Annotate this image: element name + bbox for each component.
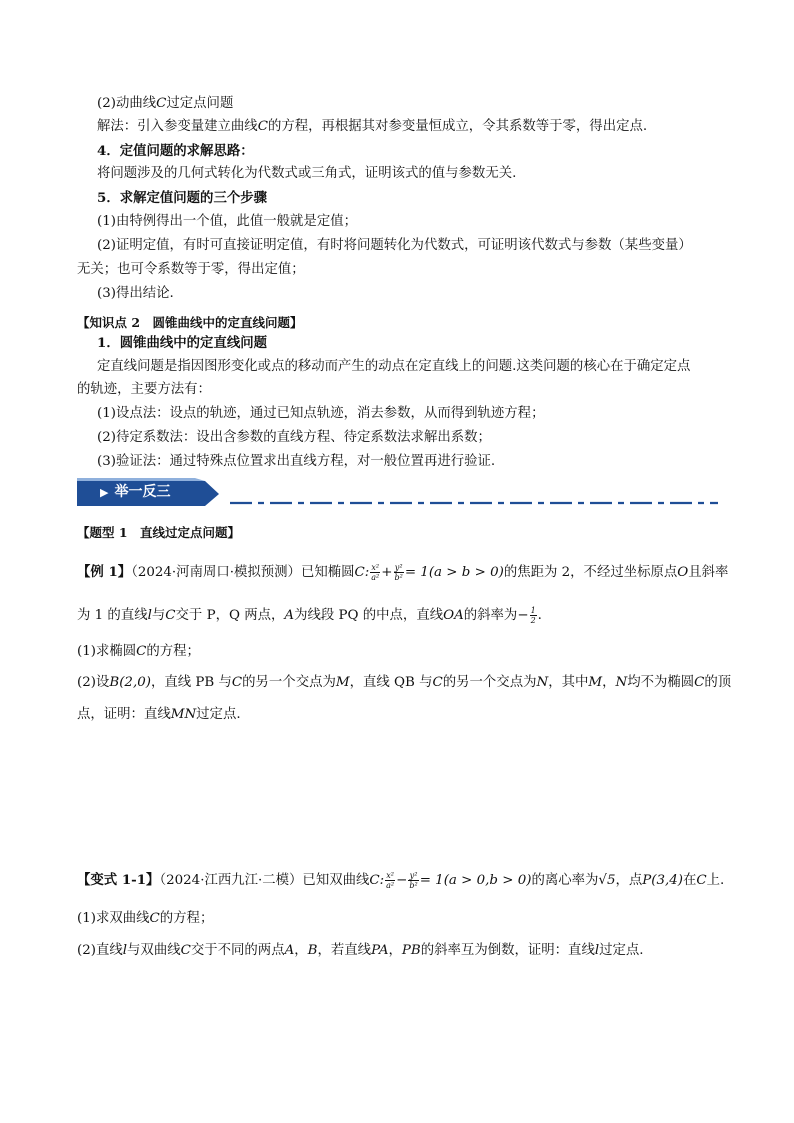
math: OA	[443, 608, 464, 623]
math: C	[180, 943, 191, 958]
math: M	[335, 675, 350, 690]
knowledge-point-2-tag: 【知识点 2 圆锥曲线中的定直线问题】	[77, 315, 303, 330]
dash-dot-divider	[230, 500, 718, 506]
text: 的斜率互为倒数，证明：直线	[420, 943, 595, 958]
num: y²	[394, 563, 403, 572]
fraction-y	[394, 563, 404, 582]
op: −	[396, 873, 408, 888]
item-moving-curve	[97, 94, 717, 114]
num: x²	[386, 871, 394, 880]
math: M	[588, 675, 603, 690]
text: ，	[602, 675, 616, 690]
math: B(2,0)	[109, 675, 151, 690]
step-3: (3)得出结论.	[97, 286, 174, 301]
math: l	[594, 943, 600, 958]
step-1: (1)由特例得出一个值，此值一般就是定值；	[97, 214, 357, 229]
num: 1	[530, 606, 536, 615]
math-sqrt: √5	[598, 873, 616, 888]
text: .	[537, 608, 542, 623]
method-3: (3)验证法：通过特殊点位置求出直线方程，对一般位置再进行验证.	[97, 454, 496, 469]
math: C	[165, 608, 176, 623]
den: b²	[394, 573, 403, 582]
text: 与双曲线	[127, 943, 181, 958]
text: (2)动曲线	[97, 96, 157, 111]
fraction-x	[385, 871, 395, 890]
text: (1)求椭圆	[77, 644, 137, 659]
text: 的方程，再根据其对参变量恒成立，令其系数等于零，得出定点.	[267, 119, 648, 134]
text: 交于 P，Q 两点，	[175, 608, 285, 623]
question-type-1-tag: 【题型 1 直线过定点问题】	[77, 525, 241, 540]
text: 过定点.	[196, 707, 241, 722]
text: 的方程；	[146, 644, 200, 659]
math: C:	[354, 565, 370, 580]
den: a²	[371, 573, 380, 582]
kp2-paragraph: 定直线问题是指因图形变化或点的移动而产生的动点在定直线上的问题.这类问题的核心在于确定定点	[97, 359, 691, 374]
text: ，	[294, 943, 308, 958]
text: 为线段 PQ 的中点，直线	[294, 608, 444, 623]
text: 在	[683, 873, 697, 888]
math: PA	[371, 943, 389, 958]
math: C	[694, 675, 705, 690]
heading-4: 4．定值问题的求解思路：	[97, 143, 254, 159]
text: 与	[151, 608, 166, 623]
text: 的斜率为−	[463, 608, 529, 623]
math: O	[677, 565, 689, 580]
text: 的离心率为	[531, 873, 599, 888]
math: C	[149, 911, 160, 926]
example-1-q1	[77, 642, 717, 662]
fraction-x	[370, 563, 380, 582]
variant-1-1-q1	[77, 909, 717, 929]
text: 的另一个交点为	[242, 675, 336, 690]
text: ，直线 PB 与	[150, 675, 232, 690]
example-label: 【例 1】	[77, 564, 132, 580]
text: ，点	[615, 873, 643, 888]
op: +	[381, 565, 393, 580]
math-c: C	[257, 119, 268, 134]
step-2: (2)证明定值，有时可直接证明定值，有时将问题转化为代数式，可证明该代数式与参数（某些变量）	[97, 238, 692, 253]
num: y²	[409, 871, 418, 880]
fraction-y	[408, 871, 418, 890]
text: (2)直线	[77, 943, 123, 958]
math: PB	[401, 943, 421, 958]
math: C	[231, 675, 243, 690]
kp2-paragraph-cont: 的轨迹，主要方法有：	[77, 382, 211, 397]
text: (1)求双曲线	[77, 911, 150, 926]
text: ，若直线	[317, 943, 372, 958]
text: 过定点问题	[166, 96, 234, 111]
math: P(3,4)	[642, 873, 684, 888]
math: A	[284, 943, 295, 958]
math-c: C	[156, 96, 167, 111]
paragraph-4: 将问题涉及的几何式转化为代数式或三角式，证明该式的值与参数无关.	[97, 166, 517, 181]
play-icon: ▶	[100, 486, 109, 499]
text: 均不为椭圆	[627, 675, 695, 690]
variant-1-1-line-1	[77, 870, 725, 891]
text: 交于不同的两点	[190, 943, 285, 958]
math: A	[284, 608, 295, 623]
num: x²	[371, 563, 380, 572]
example-1-line-2	[77, 606, 717, 626]
math: N	[615, 675, 628, 690]
method-2: (2)待定系数法：设出含参数的直线方程、待定系数法求解出系数；	[97, 430, 491, 445]
math: = 1(a > b > 0)	[404, 565, 504, 580]
method-1: (1)设点法：设点的轨迹，通过已知点轨迹，消去参数，从而得到轨迹方程；	[97, 406, 545, 421]
step-2-cont: 无关；也可令系数等于零，得出定值；	[77, 262, 305, 277]
text: （2024·江西九江·二模）已知双曲线	[159, 873, 370, 888]
math: C:	[369, 873, 385, 888]
example-1-q2-cont	[77, 705, 717, 725]
text: 过定点.	[599, 943, 644, 958]
text: （2024·河南周口·模拟预测）已知椭圆	[131, 565, 355, 580]
variant-label: 【变式 1-1】	[77, 872, 160, 888]
math: l	[122, 943, 128, 958]
solution-method	[97, 117, 717, 137]
text: 上.	[706, 873, 725, 888]
text: 的焦距为 2，不经过坐标原点	[503, 565, 678, 580]
text: 的另一个交点为	[442, 675, 537, 690]
text: ，	[388, 943, 402, 958]
math: C	[432, 675, 443, 690]
text: (2)设	[77, 675, 110, 690]
text: 点，证明：直线	[77, 707, 171, 722]
math: B	[307, 943, 318, 958]
math: C	[136, 644, 147, 659]
math: l	[147, 608, 152, 623]
text: 的方程；	[159, 911, 214, 926]
example-1-q2	[77, 673, 732, 693]
den: a²	[386, 881, 395, 890]
heading-5: 5．求解定值问题的三个步骤	[97, 190, 268, 206]
text: 且斜率	[688, 565, 729, 580]
math: C	[696, 873, 707, 888]
text: 的顶	[704, 675, 732, 690]
variant-1-1-q2	[77, 941, 717, 961]
text: 解法：引入参变量建立曲线	[97, 119, 258, 134]
banner-title: 举一反三	[114, 484, 171, 500]
fraction-half	[530, 606, 537, 625]
math: MN	[170, 707, 197, 722]
math: N	[536, 675, 549, 690]
banner-label	[100, 481, 170, 504]
den: b²	[409, 881, 418, 890]
math: = 1(a > 0,b > 0)	[419, 873, 532, 888]
text: ，直线 QB 与	[349, 675, 433, 690]
text: ，其中	[548, 675, 589, 690]
example-1-line-1	[77, 562, 729, 583]
kp2-heading: 1．圆锥曲线中的定直线问题	[97, 335, 268, 351]
den: 2	[530, 616, 536, 625]
text: 为 1 的直线	[77, 608, 148, 623]
